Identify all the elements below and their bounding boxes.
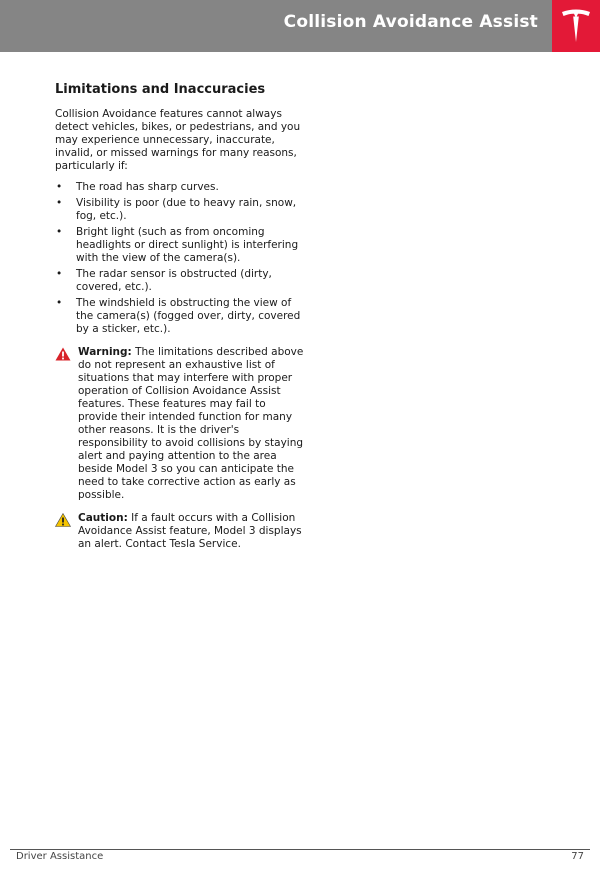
brand-logo-box: [552, 0, 600, 52]
section-heading: Limitations and Inaccuracies: [55, 82, 266, 97]
list-item-text: Bright light (such as from oncoming headlights or direct sunlight) is interfering with the view of the camera(s).: [76, 226, 299, 264]
warning-text: The limitations described above do not represent an exhaustive list of situations that may interfere with proper operation of Collision Avoidance Assist features. These features may fail to provide their intended function for many other reasons. It is the driver's responsibility to avoid collisions by staying alert and paying attention to the area beside Model 3 so you can anticipate the need to take corrective action as early as possible.: [78, 346, 304, 501]
main-content: [55, 82, 305, 551]
list-item-text: The windshield is obstructing the view of the camera(s) (fogged over, dirty, covered by a sticker, etc.).: [76, 297, 301, 335]
caution-triangle-icon: [55, 513, 71, 527]
bullet-marker: •: [56, 268, 63, 280]
footer-section-name: Driver Assistance: [16, 851, 104, 862]
warning-triangle-icon: [55, 347, 71, 361]
intro-paragraph: Collision Avoidance features cannot always detect vehicles, bikes, or pedestrians, and you may experience unnecessary, inaccurate, invalid, or missed warnings for many reasons, particularly if:: [55, 108, 301, 172]
bullet-marker: •: [56, 226, 63, 238]
warning-notice: [55, 346, 305, 502]
header-bar: [0, 0, 552, 52]
bullet-marker: •: [56, 297, 63, 309]
page-number: 77: [571, 851, 584, 862]
list-item-text: Visibility is poor (due to heavy rain, snow, fog, etc.).: [76, 197, 297, 222]
footer-divider: [10, 849, 590, 850]
page-title: Collision Avoidance Assist: [283, 12, 538, 32]
list-item: [55, 226, 305, 265]
bullet-marker: •: [56, 181, 63, 193]
bullet-marker: •: [56, 197, 63, 209]
limitations-list: [55, 181, 305, 336]
caution-label: Caution:: [78, 512, 128, 524]
list-item: [55, 197, 305, 223]
warning-label: Warning:: [78, 346, 132, 358]
list-item: [55, 181, 305, 194]
caution-notice: [55, 512, 305, 551]
tesla-logo-icon: [561, 8, 591, 44]
caution-text: If a fault occurs with a Collision Avoidance Assist feature, Model 3 displays an alert. Contact Tesla Service.: [78, 512, 302, 550]
list-item-text: The radar sensor is obstructed (dirty, covered, etc.).: [76, 268, 272, 293]
list-item: [55, 268, 305, 294]
list-item-text: The road has sharp curves.: [76, 181, 219, 193]
list-item: [55, 297, 305, 336]
